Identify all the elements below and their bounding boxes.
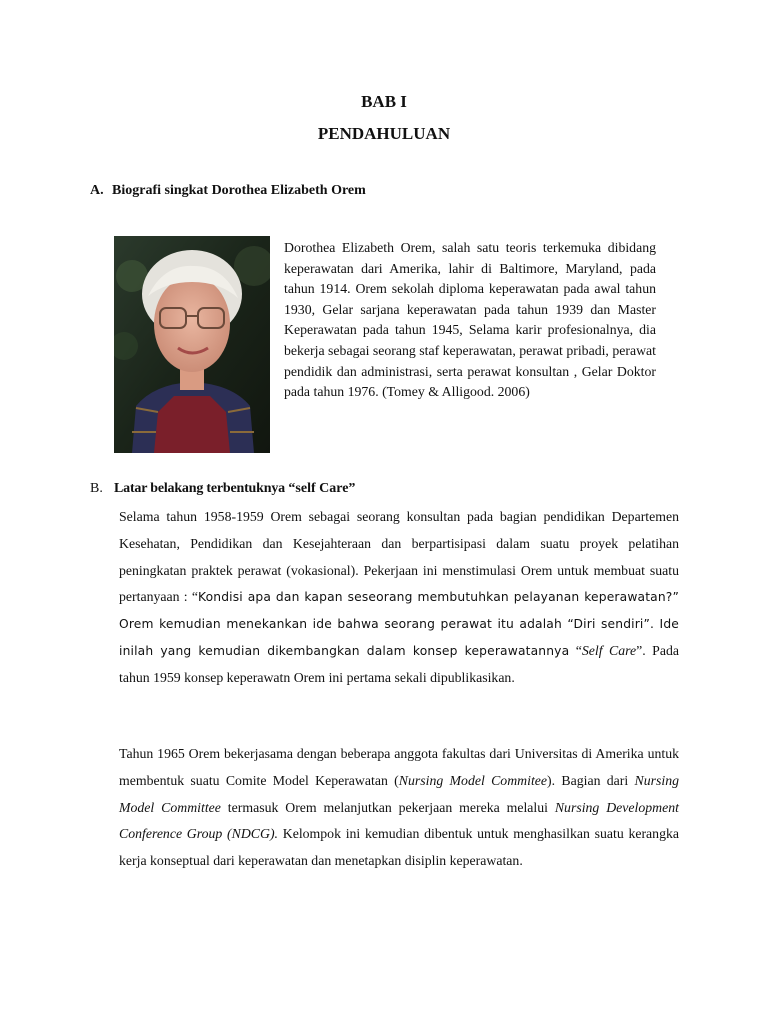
section-a-heading-text: Biografi singkat Dorothea Elizabeth Orem (112, 183, 366, 198)
section-b-marker: B. (90, 481, 103, 496)
p1-quoted-question: Kondisi apa dan kapan seseorang membutuhkan pelayanan keperawatan?” Orem kemudian menekankan ide bahwa seorang perawat itu adalah “Diri sendiri”. Ide inilah yang kemudian dikembangkan dalam konsep keperawatannya (119, 590, 680, 658)
p2-text-a: Tahun 1965 Orem bekerjasama dengan beberapa anggota fakultas dari Universitas di Amerika untuk membentuk suatu Comite Model Keperawatan ( (119, 746, 679, 788)
p2-term-nursing-model-commitee: Nursing Model Commitee (398, 772, 548, 788)
section-a-heading (90, 183, 366, 199)
p1-term-self-care: Self Care (581, 642, 637, 658)
section-b-heading-text: Latar belakang terbentuknya (114, 481, 285, 496)
paragraph-nursing-model (119, 741, 679, 875)
portrait-photo (114, 236, 270, 453)
p1-text-e: ”. Pada tahun 1959 konsep keperawatn Orem ini pertama sekali dipublikasikan. (119, 642, 679, 685)
p2-text-e: termasuk Orem melanjutkan pekerjaan mereka melalui (220, 799, 555, 815)
p2-term-ndcg: Nursing Development Conference Group (NDCG). (119, 799, 679, 842)
paragraph-self-care-background (119, 504, 679, 692)
p1-text-a: Selama tahun 1958-1959 Orem sebagai seorang konsultan pada bagian pendidikan Departemen Kesehatan, Pendidikan dan Kesejahteraan dan berpartisipasi dalam suatu proyek pelatihan peningkatan praktek perawat (vokasional). Pekerjaan ini menstimulasi Orem untuk membuat suatu pertanyaan : “ (119, 509, 679, 605)
section-a-marker: A. (90, 183, 104, 198)
p1-open-quote: “ (569, 642, 582, 658)
chapter-number: BAB I (361, 92, 407, 111)
p2-text-g: Kelompok ini kemudian dibentuk untuk menghasilkan suatu kerangka kerja konseptual dari keperawatan dan menetapkan disiplin keperawatan. (119, 826, 679, 869)
p2-term-nursing-model-committee: Nursing Model Committee (119, 772, 680, 815)
section-b-heading-term: “self Care” (284, 481, 356, 496)
p2-text-c: ). Bagian dari (547, 772, 635, 788)
section-b-heading (90, 481, 355, 497)
chapter-title: PENDAHULUAN (317, 124, 451, 143)
biography-text: Dorothea Elizabeth Orem, salah satu teoris terkemuka dibidang keperawatan dari Amerika, lahir di Baltimore, Maryland, pada tahun 1914. Orem sekolah diploma keperawatan pada awal tahun 1930, Gelar sarjana keperawatan pada tahun 1939 dan Master Keperawatan pada tahun 1945, Selama karir profesionalnya, dia bekerja sebagai seorang staf keperawatan, perawat pribadi, perawat pendidik dan administrasi, serta perawat konsultan , Gelar Doktor pada tahun 1976. (Tomey & Alligood. 2006) (284, 240, 656, 400)
